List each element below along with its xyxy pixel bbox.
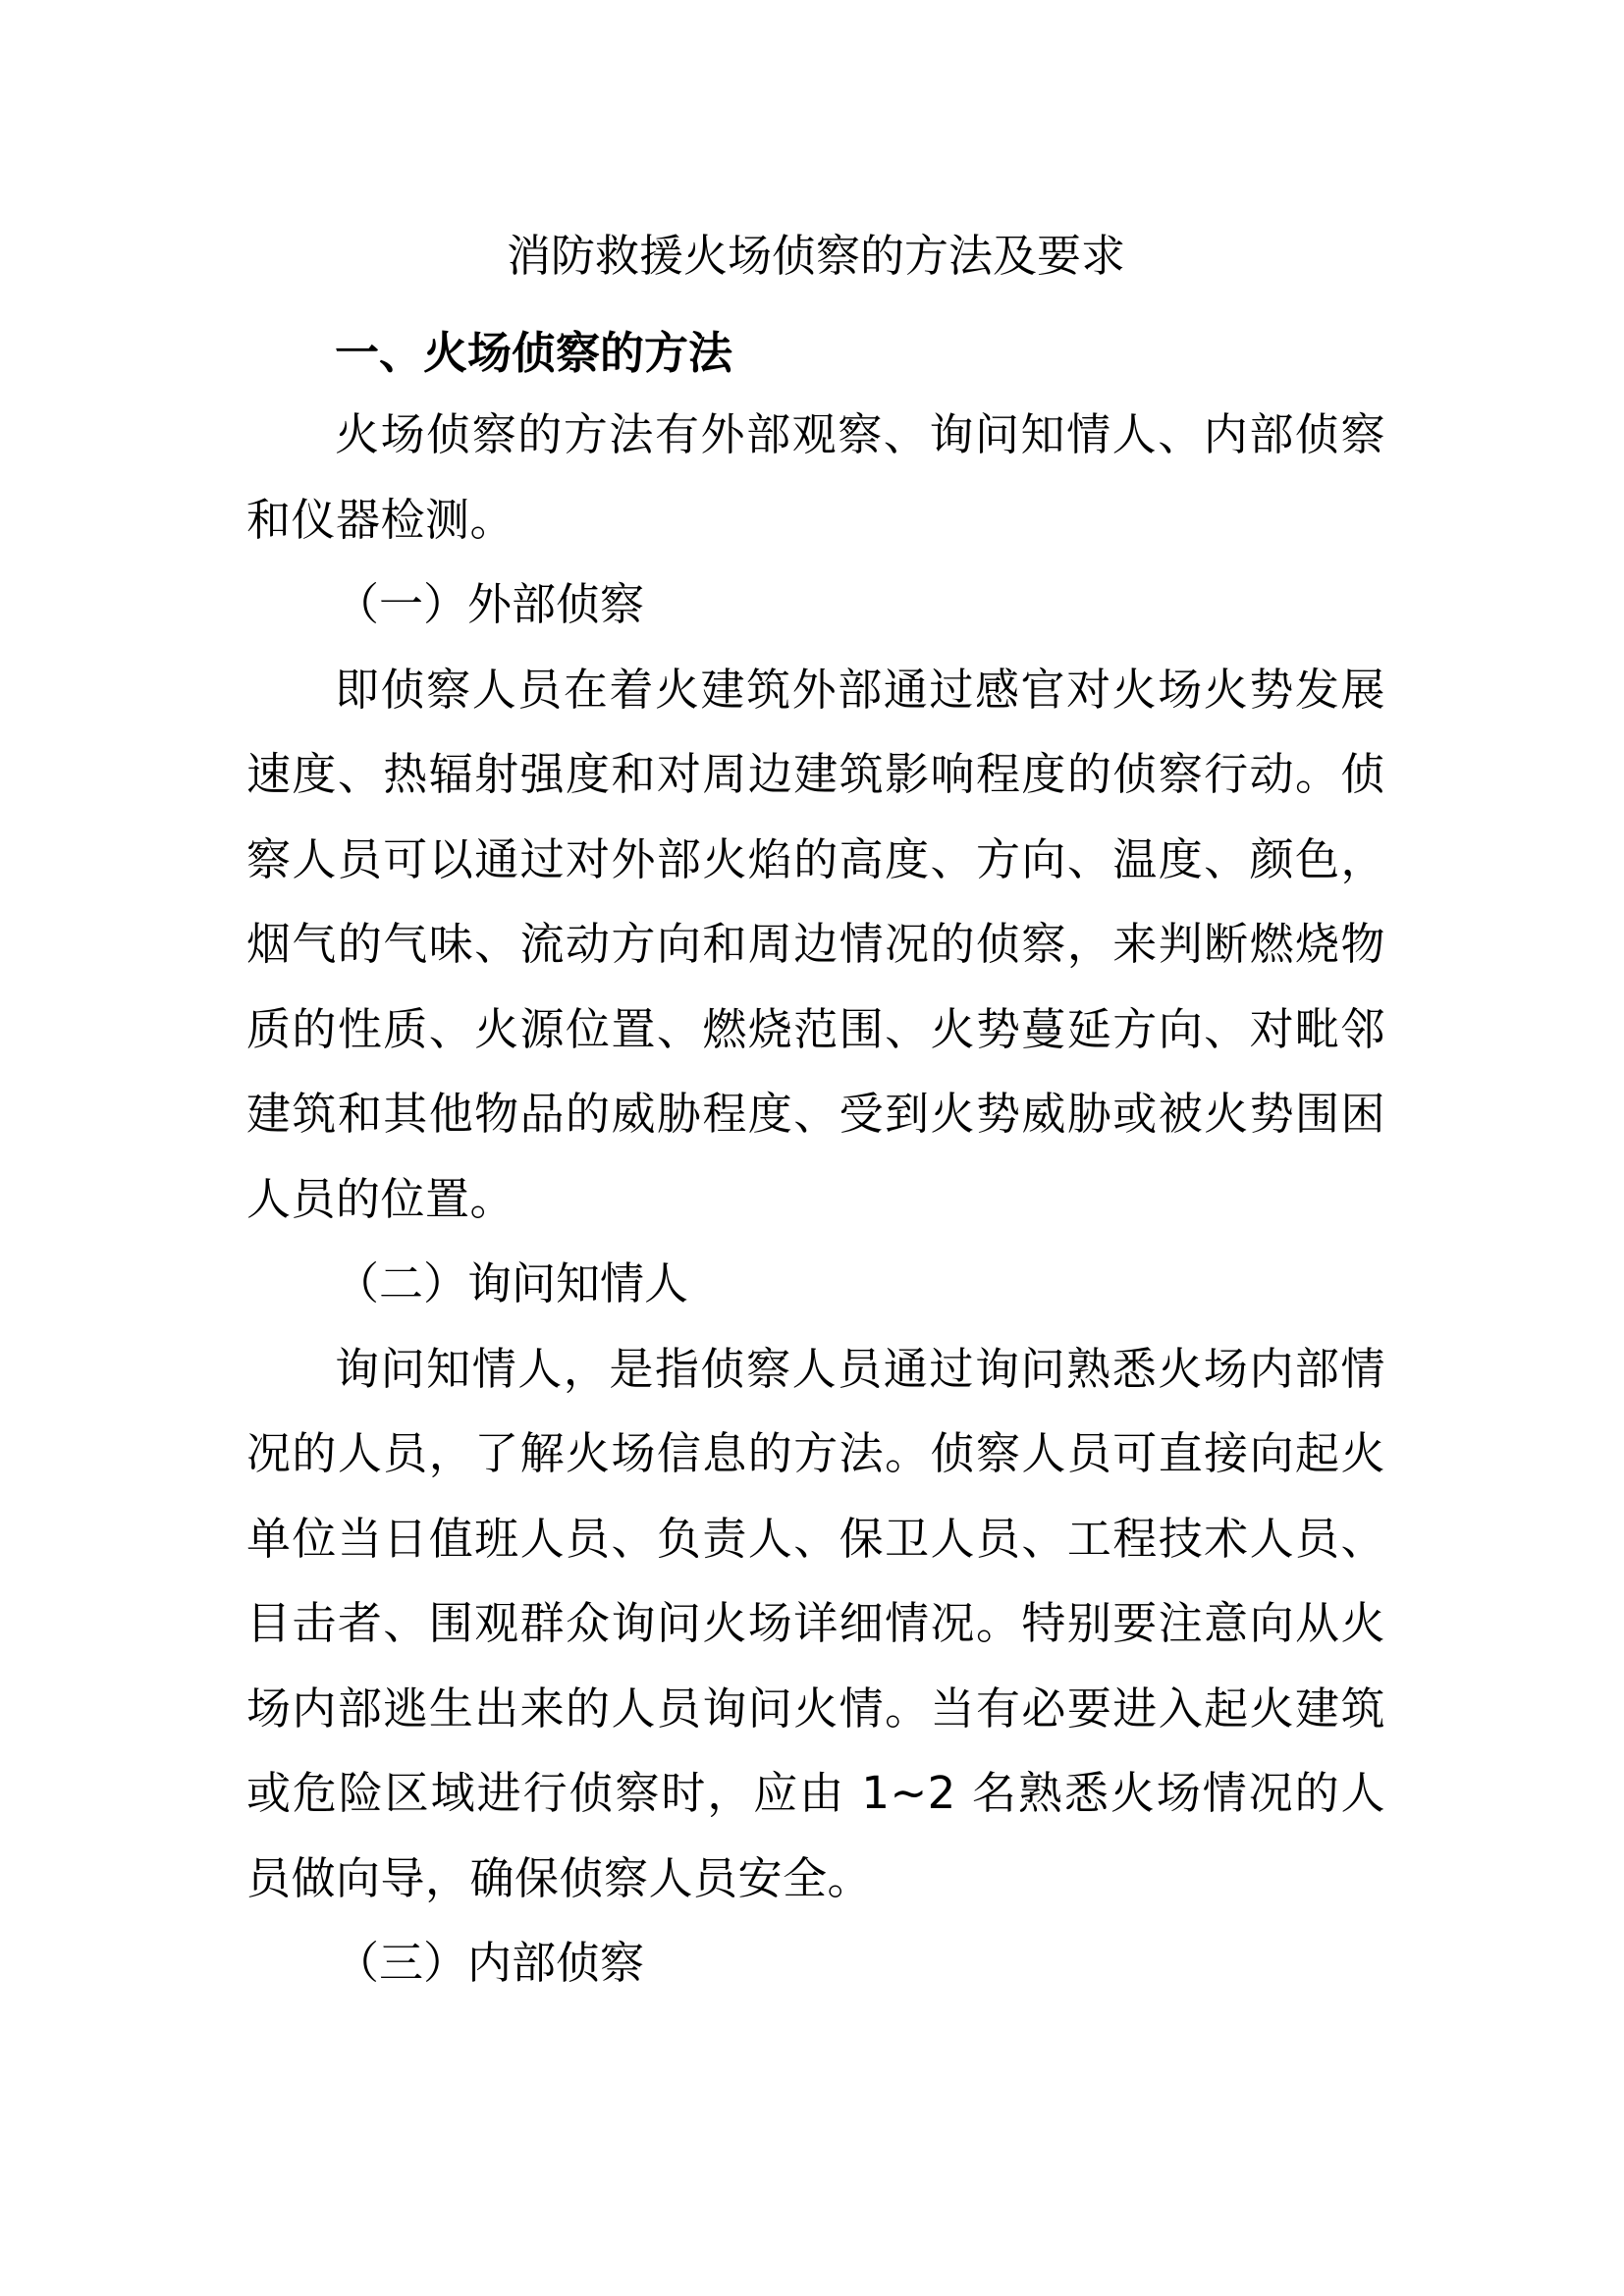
section-heading-methods: 一、火场侦察的方法 <box>335 327 733 379</box>
document-title: 消防救援火场侦察的方法及要求 <box>506 230 1125 282</box>
subsection-paragraph-inquiry: 询问知情人，是指侦察人员通过询问熟悉火场内部情况的人员，了解火场信息的方法。侦察人员可直接向起火单位当日值班人员、负责人、保卫人员、工程技术人员、目击者、围观群众询问火场详细情况。特别要注意向从火场内部逃生出来的人员询问火情。当有必要进入起火建筑或危险区域进行侦察时，应由 1~2 名熟悉火场情况的人员做向导，确保侦察人员安全。 <box>246 1342 1385 1904</box>
document-content <box>246 221 1385 2006</box>
subsection-heading-internal: （三）内部侦察 <box>335 1937 645 1989</box>
subsection-heading-external: （一）外部侦察 <box>335 578 645 630</box>
subsection-paragraph-external: 即侦察人员在着火建筑外部通过感官对火场火势发展速度、热辐射强度和对周边建筑影响程度的侦察行动。侦察人员可以通过对外部火焰的高度、方向、温度、颜色，烟气的气味、流动方向和周边情况的侦察，来判断燃烧物质的性质、火源位置、燃烧范围、火势蔓延方向、对毗邻建筑和其他物品的威胁程度、受到火势威胁或被火势围困人员的位置。 <box>246 663 1385 1225</box>
subsection-heading-inquiry: （二）询问知情人 <box>335 1257 689 1309</box>
section-intro-paragraph: 火场侦察的方法有外部观察、询问知情人、内部侦察和仪器检测。 <box>246 408 1385 546</box>
